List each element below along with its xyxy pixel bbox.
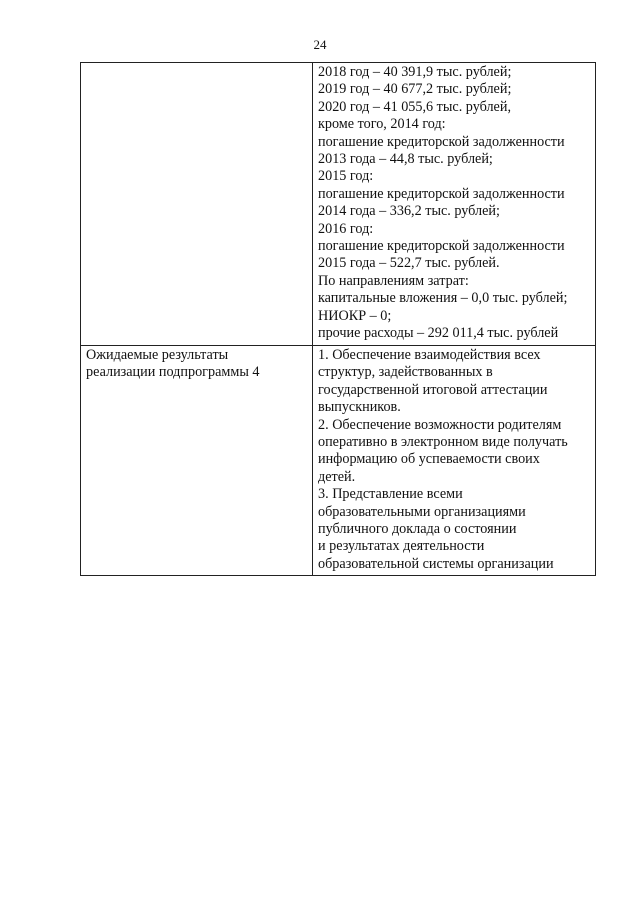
page-number: 24 xyxy=(313,37,327,52)
financing-line: 2015 года – 522,7 тыс. рублей. xyxy=(318,255,500,272)
expected-results-line: публичного доклада о состоянии xyxy=(318,521,517,538)
expected-results-line: выпускников. xyxy=(318,399,401,416)
financing-line: 2014 года – 336,2 тыс. рублей; xyxy=(318,203,500,220)
financing-line: 2018 год – 40 391,9 тыс. рублей; xyxy=(318,64,512,80)
financing-line: 2020 год – 41 055,6 тыс. рублей, xyxy=(318,98,511,115)
expected-results-line: детей. xyxy=(318,468,356,485)
expected-results-line: 2. Обеспечение возможности родителям xyxy=(318,416,562,433)
expected-results-label-cell xyxy=(81,346,313,576)
table-cell-empty xyxy=(81,63,313,346)
expected-results-cell xyxy=(313,346,596,576)
financing-line: 2019 год – 40 677,2 тыс. рублей; xyxy=(318,81,512,98)
expected-results-line: оперативно в электронном виде получать xyxy=(318,434,568,451)
financing-line: 2013 года – 44,8 тыс. рублей; xyxy=(318,151,493,168)
table-row-expected-results xyxy=(81,346,596,576)
expected-results-line: государственной итоговой аттестации xyxy=(318,381,548,398)
financing-line: капитальные вложения – 0,0 тыс. рублей; xyxy=(318,290,568,307)
financing-line: погашение кредиторской задолженности xyxy=(318,185,565,202)
expected-results-line: структур, задействованных в xyxy=(318,364,493,381)
financing-line: 2015 год: xyxy=(318,168,374,185)
financing-cell xyxy=(313,63,596,346)
expected-results-label-line: реализации подпрограммы 4 xyxy=(86,364,260,381)
financing-line: погашение кредиторской задолженности xyxy=(318,133,565,150)
table-row-financing xyxy=(81,63,596,346)
expected-results-line: 1. Обеспечение взаимодействия всех xyxy=(318,347,541,363)
financing-line: прочие расходы – 292 011,4 тыс. рублей xyxy=(318,325,559,342)
subprogram-table xyxy=(80,62,596,576)
financing-line: погашение кредиторской задолженности xyxy=(318,238,565,255)
expected-results-line: и результатах деятельности xyxy=(318,538,485,555)
financing-line: НИОКР – 0; xyxy=(318,307,392,324)
expected-results-line: 3. Представление всеми xyxy=(318,486,463,503)
expected-results-line: образовательными организациями xyxy=(318,503,526,520)
expected-results-line: информацию об успеваемости своих xyxy=(318,451,540,468)
financing-line: кроме того, 2014 год: xyxy=(318,116,446,133)
financing-line: По направлениям затрат: xyxy=(318,272,469,289)
financing-line: 2016 год: xyxy=(318,220,374,237)
expected-results-label-line: Ожидаемые результаты xyxy=(86,347,229,363)
expected-results-line: образовательной системы организации xyxy=(318,555,554,572)
